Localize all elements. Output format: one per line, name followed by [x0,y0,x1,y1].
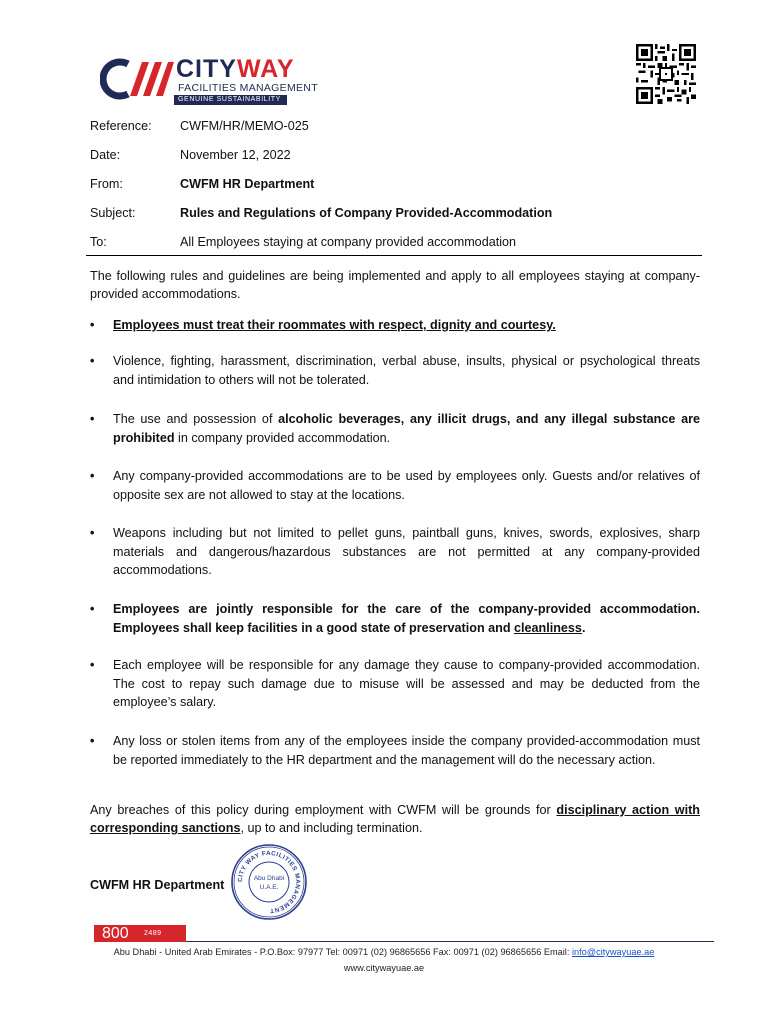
svg-text:Abu Dhabi: Abu Dhabi [253,875,285,882]
rule-emphasis: alcoholic beverages, any illicit drugs, and any illegal substance are prohibited [113,412,700,445]
reference-label: Reference: [90,119,152,133]
phone-badge-suffix: 2489 [144,930,162,937]
rule-text: Employees are jointly responsible for the care of the company-provided accommodation. Employees shall keep facilities in a good state of preservation and cleanliness. [113,602,700,635]
rule-text: Violence, fighting, harassment, discrimination, verbal abuse, insults, physical or psychological threats and intimidation to others will not be tolerated. [113,354,700,387]
subject-value: Rules and Regulations of Company Provided-Accommodation [180,206,553,220]
rule-text: Weapons including but not limited to pellet guns, paintball guns, knives, swords, explosives, sharp materials and dangerous/hazardous substances are not permitted at any company-provided accommodations. [113,526,700,577]
bullet-icon: • [90,658,95,672]
brand-subtitle: FACILITIES MANAGEMENT [178,82,318,94]
brand-name: CITYWAY [176,55,295,83]
bullet-icon: • [90,412,95,426]
bullet-icon: • [90,318,95,332]
date-label: Date: [90,148,121,162]
rule-text: Employees must treat their roommates with respect, dignity and courtesy. [113,318,556,332]
to-value: All Employees staying at company provided accommodation [180,235,517,249]
to-label: To: [90,235,107,249]
bullet-icon: • [90,602,95,616]
company-logo [100,52,318,108]
date-value: November 12, 2022 [180,148,291,162]
memo-to-row [90,235,700,255]
reference-value: CWFM/HR/MEMO-025 [180,119,309,133]
bullet-icon: • [90,469,95,483]
footer-email-link[interactable]: info@citywayuae.ae [571,947,655,957]
qr-code-icon [636,44,696,104]
footer-website[interactable]: www.citywayuae.ae [343,963,425,973]
signature-department: CWFM HR Department [90,878,225,892]
footer-address: Abu Dhabi - United Arab Emirates - P.O.Box: 97977 Tel: 00971 (02) 96865656 Fax: 00971 (02) 96865656 Email: info@citywayuae.ae [113,947,655,957]
subject-label: Subject: [90,206,136,220]
rule-text: The use and possession of alcoholic beverages, any illicit drugs, and any illegal substance are prohibited in company provided accommodation. [113,412,700,445]
cityway-logo-mark-icon [100,58,174,100]
rule-emphasis: cleanliness [514,620,582,635]
brand-tagline: GENUINE SUSTAINABILITY [174,95,287,105]
rule-text: Any loss or stolen items from any of the employees inside the company provided-accommodation must be reported immediately to the HR department and the management will do the necessary action. [113,734,700,767]
rule-text: Each employee will be responsible for any damage they cause to company-provided accommodation. The cost to repay such damage due to misuse will be assessed and may be deducted from the employee’s salary. [113,658,700,709]
closing-paragraph: Any breaches of this policy during employment with CWFM will be grounds for disciplinary action with corresponding sanctions, up to and including termination. [90,803,700,835]
svg-text:U.A.E.: U.A.E. [259,884,279,891]
company-stamp-icon [230,843,308,921]
from-value: CWFM HR Department [180,177,315,191]
intro-paragraph: The following rules and guidelines are being implemented and apply to all employees staying at company-provided accommodations. [90,269,700,301]
bullet-icon: • [90,526,95,540]
closing-emphasis: disciplinary action with corresponding sanctions [90,803,700,835]
memo-subject-row [90,206,700,226]
from-label: From: [90,177,123,191]
footer-divider [186,941,714,942]
bullet-icon: • [90,354,95,368]
phone-badge-number: 800 [102,925,129,942]
svg-text:CITY WAY FACILITIES MANAGEMENT: CITY WAY FACILITIES MANAGEMENT [236,849,302,915]
memo-date-row [90,148,700,168]
memo-reference-row [90,119,700,139]
rule-text: Any company-provided accommodations are to be used by employees only. Guests and/or relatives of opposite sex are not allowed to stay at the locations. [113,469,700,502]
phone-badge [94,925,186,942]
bullet-icon: • [90,734,95,748]
memo-from-row [90,177,700,197]
header-divider [86,255,702,256]
